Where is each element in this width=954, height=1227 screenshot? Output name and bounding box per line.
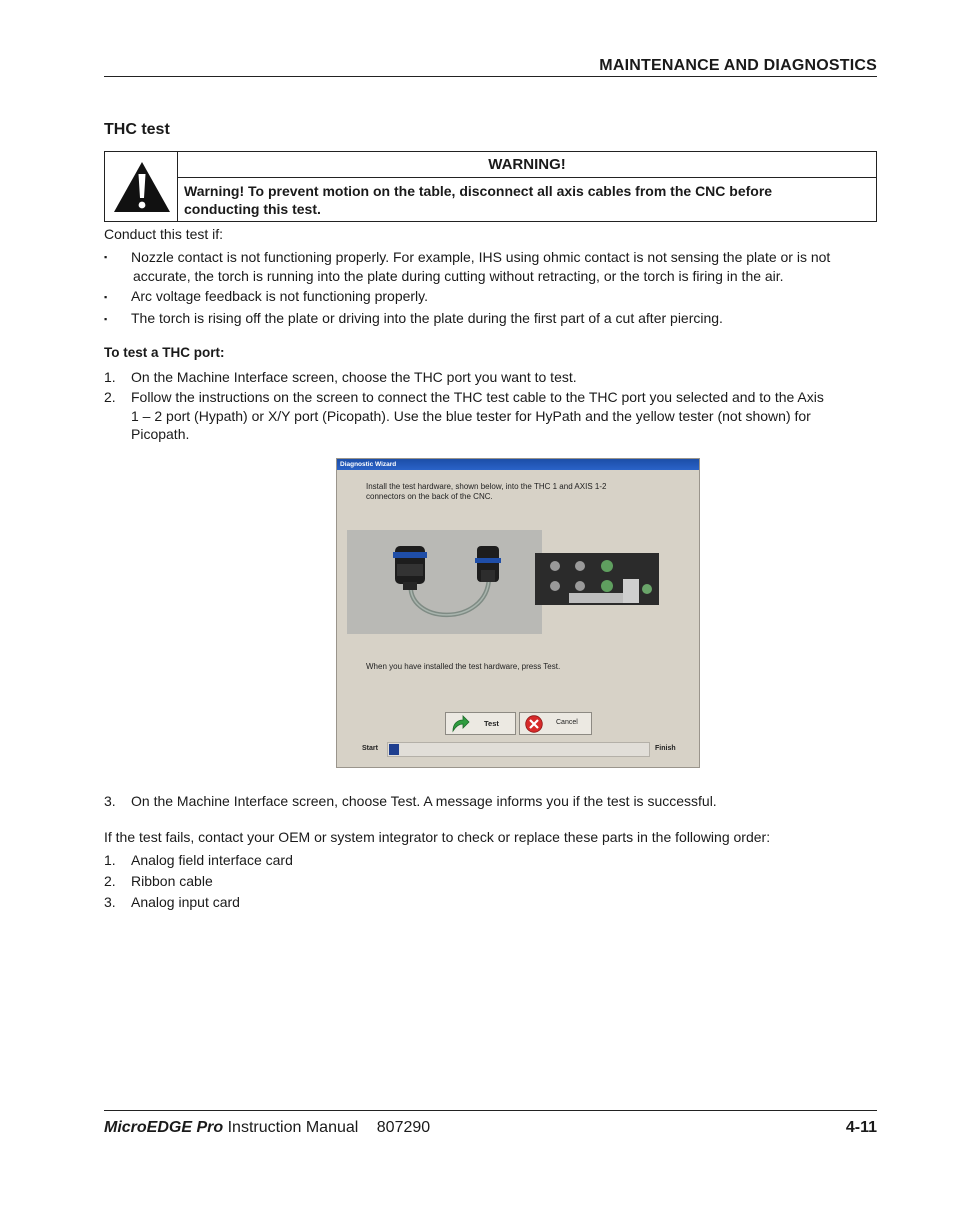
warning-box [104, 151, 877, 222]
step-text: On the Machine Interface screen, choose Test. A message informs you if the test is successful. [131, 793, 717, 809]
progress-start-label: Start [362, 745, 378, 752]
cnc-back-panel [533, 549, 663, 607]
intro-text: Conduct this test if: [104, 226, 224, 242]
bullet-marker: ▪ [104, 292, 108, 302]
warning-icon-cell [105, 152, 178, 221]
section-title: THC test [104, 121, 170, 138]
dialog-titlebar [337, 459, 699, 470]
warning-triangle-icon [112, 160, 172, 214]
dialog-title: Diagnostic Wizard [340, 461, 397, 468]
warning-text-line: conducting this test. [184, 201, 321, 217]
step-text [131, 388, 871, 444]
test-cable-image [347, 530, 542, 634]
fail-text: If the test fails, contact your OEM or system integrator to check or replace these parts in the following order: [104, 829, 771, 845]
page-number: 4-11 [845, 1119, 877, 1136]
test-button[interactable] [445, 712, 516, 735]
part-number: 2. [104, 873, 116, 889]
dialog-instruction-line: Install the test hardware, shown below, into the THC 1 and AXIS 1-2 [366, 482, 607, 491]
page-footer [104, 1110, 877, 1136]
dialog-installed-text: When you have installed the test hardware, press Test. [366, 662, 561, 671]
dialog-instruction-line: connectors on the back of the CNC. [366, 492, 493, 501]
test-progress-bar [387, 742, 650, 757]
step-number: 2. [104, 389, 116, 405]
footer-manual: Instruction Manual [227, 1119, 359, 1136]
bullet-line: accurate, the torch is running into the plate during cutting without retracting, or the torch is firing in the air. [133, 267, 784, 284]
bullet-line: Nozzle contact is not functioning properly. For example, IHS using ohmic contact is not sensing the plate or is not [131, 249, 831, 265]
progress-finish-label: Finish [655, 745, 676, 752]
test-cable-photo [347, 530, 542, 634]
test-button-label: Test [484, 719, 499, 728]
footer-product: MicroEDGE Pro [104, 1119, 224, 1136]
warning-text-line: Warning! To prevent motion on the table, disconnect all axis cables from the CNC before [184, 183, 773, 199]
step-line: Picopath. [131, 426, 190, 442]
step-line: Follow the instructions on the screen to connect the THC test cable to the THC port you selected and to the Axis [131, 389, 824, 405]
page-header [104, 56, 877, 77]
part-number: 3. [104, 894, 116, 910]
footer-manual-info [104, 1119, 430, 1137]
warning-text [184, 182, 868, 218]
red-x-icon [524, 715, 544, 733]
diagnostic-wizard-dialog [336, 458, 700, 768]
cancel-button[interactable] [519, 712, 592, 735]
part-item: Ribbon cable [131, 873, 213, 889]
procedure-title: To test a THC port: [104, 345, 225, 360]
warning-heading: WARNING! [178, 152, 876, 178]
cnc-back-panel-image [533, 549, 663, 607]
bullet-marker: ▪ [104, 252, 108, 262]
green-arrow-icon [450, 715, 470, 733]
progress-fill [389, 744, 399, 755]
part-item: Analog field interface card [131, 852, 293, 868]
dialog-instruction [366, 482, 676, 502]
bullet-item: Arc voltage feedback is not functioning properly. [131, 288, 429, 304]
part-number: 1. [104, 852, 116, 868]
bullet-marker: ▪ [104, 314, 108, 324]
bullet-item [131, 248, 871, 285]
cancel-button-label: Cancel [556, 719, 578, 726]
step-number: 3. [104, 793, 116, 809]
step-line: 1 – 2 port (Hypath) or X/Y port (Picopath). Use the blue tester for HyPath and the yellow tester (not shown) for [131, 407, 811, 424]
bullet-item: The torch is rising off the plate or driving into the plate during the first part of a cut after piercing. [131, 310, 723, 326]
footer-part-number: 807290 [376, 1119, 431, 1136]
part-item: Analog input card [131, 894, 240, 910]
header-title: MAINTENANCE AND DIAGNOSTICS [599, 57, 877, 74]
step-number: 1. [104, 369, 116, 385]
step-text: On the Machine Interface screen, choose the THC port you want to test. [131, 369, 577, 385]
